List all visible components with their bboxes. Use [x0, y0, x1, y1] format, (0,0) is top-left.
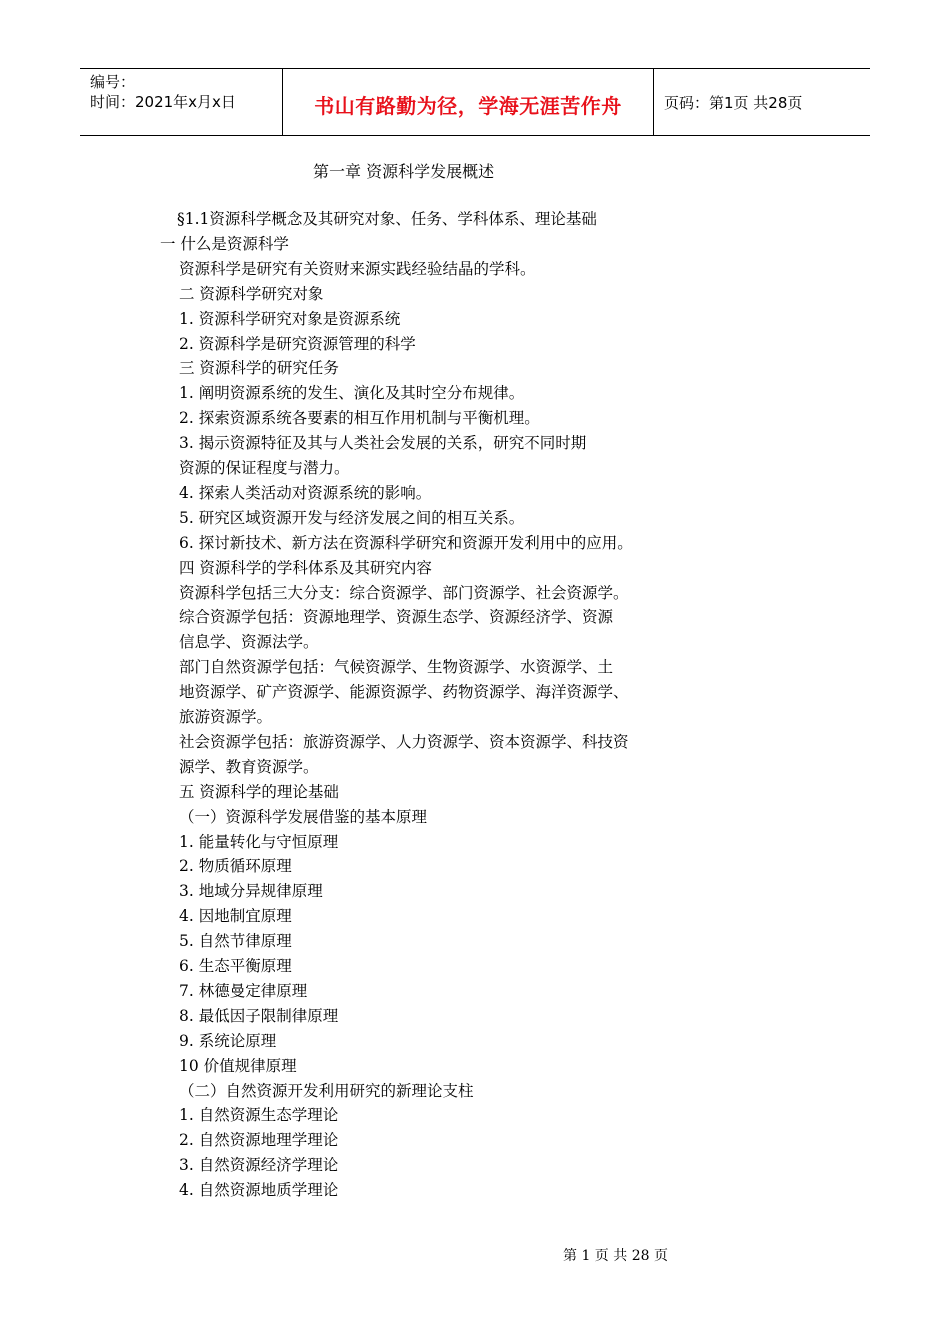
body-line: 一 什么是资源科学 [160, 234, 289, 253]
body-line: 9. 系统论原理 [179, 1031, 277, 1050]
header-motto-cell [282, 69, 654, 135]
body-line: 3. 自然资源经济学理论 [179, 1156, 339, 1175]
body-line: 10 价值规律原理 [179, 1056, 297, 1075]
body-line: 4. 探索人类活动对资源系统的影响。 [179, 483, 432, 502]
header-page-cell [654, 69, 870, 135]
body-line: 信息学、资源法学。 [179, 633, 319, 652]
body-line: 四 资源科学的学科体系及其研究内容 [179, 558, 432, 577]
body-line: 7. 林德曼定律原理 [179, 981, 308, 1000]
body-line: 社会资源学包括：旅游资源学、人力资源学、资本资源学、科技资 [179, 732, 629, 751]
page-label: 页码：第1页 共28页 [664, 93, 803, 112]
body-line: 2. 资源科学是研究资源管理的科学 [179, 334, 416, 353]
body-line: 综合资源学包括：资源地理学、资源生态学、资源经济学、资源 [179, 608, 614, 627]
body-line: 5. 研究区域资源开发与经济发展之间的相互关系。 [179, 508, 525, 527]
body-line: 2. 物质循环原理 [179, 857, 292, 876]
body-line: 3. 揭示资源特征及其与人类社会发展的关系，研究不同时期 [179, 434, 587, 453]
body-line: （一）资源科学发展借鉴的基本原理 [179, 807, 428, 826]
time-label: 时间：2021年x月x日 [90, 93, 236, 111]
header-left-cell [80, 69, 282, 135]
body-line: 资源科学是研究有关资财来源实践经验结晶的学科。 [179, 259, 536, 278]
body-line: 6. 生态平衡原理 [179, 957, 292, 975]
body-line: 五 资源科学的理论基础 [179, 782, 339, 801]
body-line: 源学、教育资源学。 [179, 757, 319, 776]
body-line: 1. 自然资源生态学理论 [179, 1106, 339, 1125]
body-line: 5. 自然节律原理 [179, 932, 292, 951]
body-line: 地资源学、矿产资源学、能源资源学、药物资源学、海洋资源学、 [179, 683, 629, 702]
body-line: 部门自然资源学包括：气候资源学、生物资源学、水资源学、土 [179, 658, 614, 677]
body-line: 三 资源科学的研究任务 [179, 359, 339, 378]
body-line: （二）自然资源开发利用研究的新理论支柱 [179, 1081, 474, 1100]
motto-text: 书山有路勤为径，学海无涯苦作舟 [314, 93, 622, 118]
body-line: 2. 探索资源系统各要素的相互作用机制与平衡机理。 [179, 409, 540, 428]
body-line: 1. 资源科学研究对象是资源系统 [179, 309, 401, 328]
chapter-title: 第一章 资源科学发展概述 [313, 162, 495, 181]
body-line: 1. 阐明资源系统的发生、演化及其时空分布规律。 [179, 384, 525, 403]
body-line: 3. 地域分异规律原理 [179, 882, 323, 901]
body-line: 1. 能量转化与守恒原理 [179, 832, 339, 851]
body-line: 资源科学包括三大分支：综合资源学、部门资源学、社会资源学。 [179, 583, 629, 602]
body-line: 4. 自然资源地质学理论 [179, 1181, 339, 1200]
body-line: 资源的保证程度与潜力。 [179, 459, 350, 477]
body-line: 2. 自然资源地理学理论 [179, 1131, 339, 1150]
body-line: 4. 因地制宜原理 [179, 907, 292, 926]
page-header [80, 68, 870, 136]
body-line: 6. 探讨新技术、新方法在资源科学研究和资源开发利用中的应用。 [179, 533, 633, 552]
body-line: 二 资源科学研究对象 [179, 284, 324, 303]
body-line: §1.1资源科学概念及其研究对象、任务、学科体系、理论基础 [177, 210, 597, 228]
body-line: 旅游资源学。 [179, 708, 273, 726]
page-footer: 第 1 页 共 28 页 [563, 1248, 668, 1264]
body-line: 8. 最低因子限制律原理 [179, 1006, 339, 1025]
code-label: 编号： [90, 73, 136, 91]
